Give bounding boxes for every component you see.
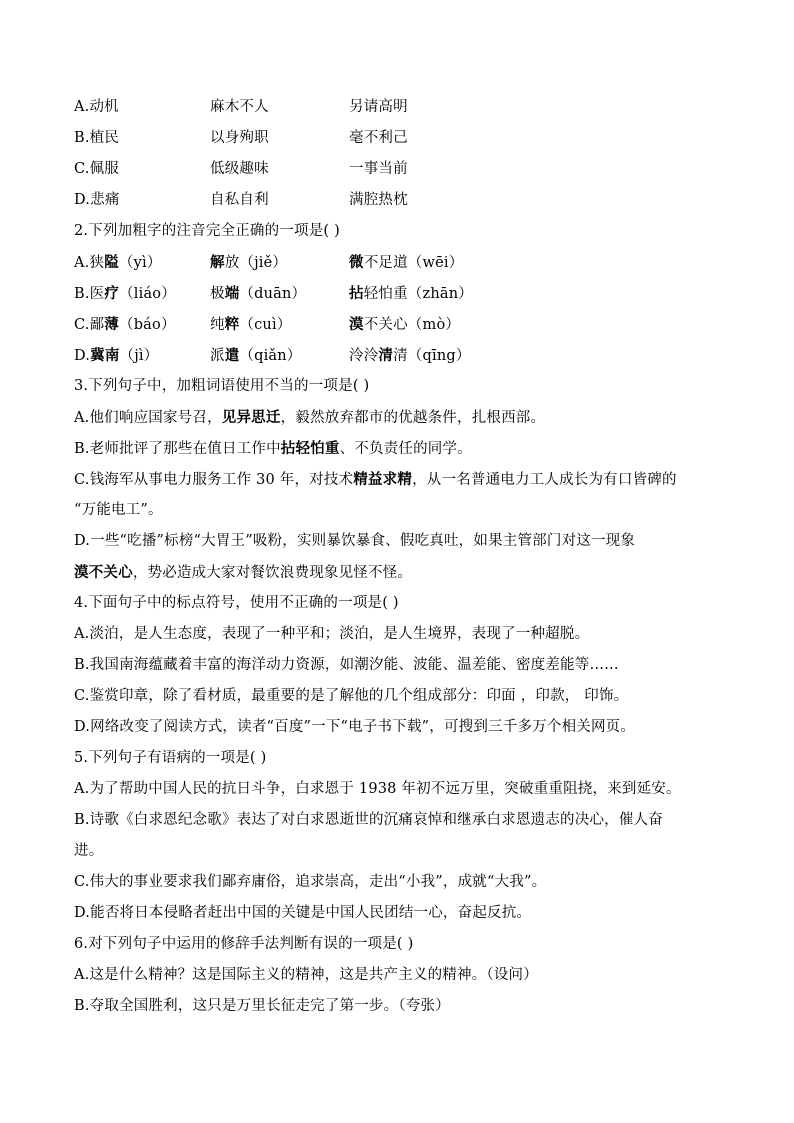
q5-option-c: C.伟大的事业要求我们鄙弃庸俗，追求崇高，走出“小我”，成就“大我”。: [74, 874, 547, 890]
q5-option-a: A.为了帮助中国人民的抗日斗争，白求恩于 1938 年初不远万里，突破重重阻挠，来到延安。: [74, 781, 681, 797]
q1-a-word1: 动机: [89, 99, 119, 115]
q2-c-bold: 薄: [104, 316, 119, 333]
option-label: C.: [74, 317, 90, 333]
option-label: B.: [74, 130, 90, 146]
q2-d-pinyin: （jì）: [119, 348, 159, 364]
q1-d-word3: 满腔热枕: [349, 192, 408, 208]
q1-option-b: [74, 123, 734, 154]
option-label: B.: [74, 286, 90, 302]
q5-option-d: D.能否将日本侵略者赶出中国的关键是中国人民团结一心，奋起反抗。: [74, 905, 532, 921]
q1-d-word1: 悲痛: [90, 192, 120, 208]
q2-a2-rest: 放（jiě）: [224, 255, 288, 271]
q4-option-c: C.鉴赏印章，除了看材质，最重要的是了解他的几个组成部分：印面 ，印款， 印饰。: [74, 688, 629, 704]
q3-c-text: C.钱海军从事电力服务工作 30 年，对技术: [74, 472, 354, 488]
q3-a-rest: ，毅然放弃都市的优越条件，扎根西部。: [280, 410, 546, 426]
q5-option-b-line2: 进。: [74, 843, 104, 859]
q3-a-bold: 见异思迁: [221, 409, 281, 426]
q3-option-d-line2: [74, 557, 734, 588]
q3-option-b: [74, 433, 734, 464]
q2-a3-rest: 不足道（wēi）: [363, 255, 464, 271]
q2-d2-rest: （qiǎn）: [239, 348, 302, 364]
q3-b-rest: 、不负责任的同学。: [339, 441, 472, 457]
q3-option-a: [74, 402, 734, 433]
q2-c3-bold: 漠: [349, 316, 364, 333]
q1-c-word1: 佩服: [89, 161, 119, 177]
q1-option-c: [74, 154, 734, 185]
q6-option-a: A.这是什么精神？这是国际主义的精神，这是共产主义的精神。（设问）: [74, 967, 538, 983]
option-label: D.: [74, 348, 91, 364]
q6-stem: 6.对下列句子中运用的修辞手法判断有误的一项是( ): [74, 936, 414, 952]
q2-option-d: [74, 340, 734, 371]
option-label: A.: [74, 99, 90, 115]
q1-b-word1: 植民: [89, 130, 120, 146]
q2-c2-plain: 纯: [210, 317, 225, 333]
q3-c-rest: ，从一名普通电力工人成长为有口皆碑的: [412, 472, 677, 488]
q2-b2-plain: 极: [210, 286, 225, 302]
exam-page: [74, 92, 734, 1022]
q4-option-d: D.网络改变了阅读方式，读者“百度”一下“电子书下载”，可搜到三千多万个相关网页。: [74, 719, 636, 735]
q2-a-bold: 隘: [104, 254, 119, 271]
q1-b-word2: 以身殉职: [210, 130, 269, 146]
q2-c-pinyin: （báo）: [119, 317, 176, 333]
q3-d-bold: 漠不关心: [74, 564, 133, 581]
q2-d-bold2: 南: [104, 347, 120, 364]
q2-b-pinyin: （liáo）: [119, 286, 176, 302]
q2-stem: 2.下列加粗字的注音完全正确的一项是( ): [74, 223, 340, 239]
q4-stem: 4.下面句子中的标点符号，使用不正确的一项是( ): [74, 595, 399, 611]
q1-options: [74, 92, 734, 216]
q2-a2-bold: 解: [210, 254, 225, 271]
q4-option-b: B.我国南海蕴藏着丰富的海洋动力资源，如潮汐能、波能、温差能、密度差能等……: [74, 657, 619, 673]
q2-c-plain: 鄙: [89, 317, 105, 333]
q2-b2-bold: 端: [224, 285, 240, 302]
q1-b-word3: 毫不利己: [349, 130, 408, 146]
q2-a3-bold: 微: [349, 254, 364, 271]
q2-d3-plain: 泠泠: [349, 348, 379, 364]
q2-d-bold1: 冀: [90, 347, 105, 364]
q2-option-b: [74, 278, 734, 309]
q2-b2-rest: （duān）: [239, 286, 307, 302]
q2-c2-rest: （cuì）: [239, 317, 292, 333]
option-label: D.: [74, 192, 91, 208]
q3-a-text: A.他们响应国家号召，: [74, 410, 222, 426]
q3-stem: 3.下列句子中，加粗词语使用不当的一项是( ): [74, 378, 370, 394]
q3-option-c-line2: “万能电工”。: [74, 502, 163, 518]
q3-b-text: B.老师批评了那些在值日工作中: [74, 441, 281, 457]
q1-option-d: [74, 185, 734, 216]
q2-d3-bold: 清: [378, 347, 394, 364]
q1-d-word2: 自私自利: [210, 192, 269, 208]
q2-b-bold: 疗: [104, 285, 120, 302]
q2-d3-rest: 清（qīng）: [393, 348, 471, 364]
q3-option-c: [74, 464, 734, 495]
option-label: A.: [74, 255, 90, 271]
q5-option-b: B.诗歌《白求恩纪念歌》表达了对白求恩逝世的沉痛哀悼和继承白求恩遗志的决心，催人奋: [74, 812, 663, 828]
q1-c-word2: 低级趣味: [210, 161, 269, 177]
q2-d2-bold: 遣: [224, 347, 240, 364]
q2-b3-rest: 轻怕重（zhān）: [363, 286, 473, 302]
q2-c3-rest: 不关心（mò）: [363, 317, 461, 333]
q6-option-b: B.夺取全国胜利，这只是万里长征走完了第一步。（夸张）: [74, 998, 450, 1014]
q2-d2-plain: 派: [210, 348, 225, 364]
q1-option-a: [74, 92, 734, 123]
q1-c-word3: 一事当前: [349, 161, 408, 177]
q3-option-d: D.一些“吃播”标榜“大胃王”吸粉，实则暴饮暴食、假吃真吐，如果主管部门对这一现象: [74, 533, 636, 549]
q2-option-a: [74, 247, 734, 278]
q2-c2-bold: 粹: [224, 316, 240, 333]
q2-a-plain: 狭: [89, 255, 105, 271]
q1-a-word2: 麻木不人: [210, 99, 269, 115]
q3-d-rest: ，势必造成大家对餐饮浪费现象见怪不怪。: [132, 565, 413, 581]
q1-a-word3: 另请高明: [349, 99, 408, 115]
q3-c-bold: 精益求精: [353, 471, 413, 488]
q4-option-a: A.淡泊，是人生态度，表现了一种平和；淡泊，是人生境界，表现了一种超脱。: [74, 626, 590, 642]
q2-a-pinyin: （yì）: [118, 255, 162, 271]
option-label: C.: [74, 161, 90, 177]
q2-option-c: [74, 309, 734, 340]
q5-stem: 5.下列句子有语病的一项是( ): [74, 750, 267, 766]
q2-b3-bold: 拈: [349, 285, 364, 302]
q2-b-plain: 医: [89, 286, 105, 302]
q3-b-bold: 拈轻怕重: [280, 440, 340, 457]
